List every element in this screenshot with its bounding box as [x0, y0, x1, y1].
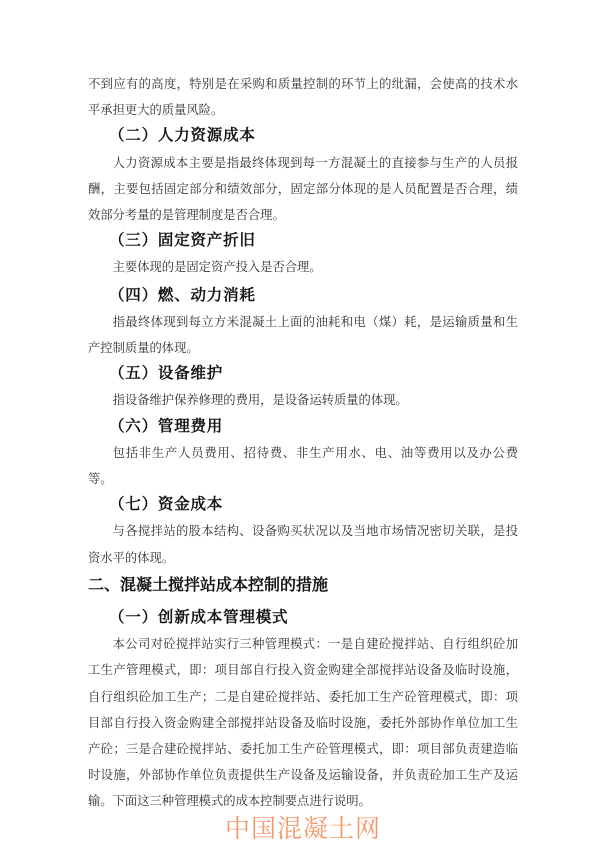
chapter-heading-cost-control-measures: 二、混凝土搅拌站成本控制的措施 — [88, 576, 329, 594]
paragraph-capital-cost: 与各搅拌站的股本结构、设备购买状况以及当地市场情况密切关联，是投资水平的体现。 — [88, 524, 518, 565]
paragraph-quality-risk-continuation: 不到应有的高度，特别是在采购和质量控制的环节上的纰漏，会使高的技术水平承担更大的质量风险。 — [88, 77, 518, 118]
heading-fixed-asset-depreciation: （三）固定资产折旧 — [109, 232, 256, 250]
paragraph-fixed-asset-depreciation: 主要体现的是固定资产投入是否合理。 — [112, 260, 322, 275]
heading-capital-cost: （七）资金成本 — [109, 496, 224, 514]
heading-innovative-cost-management-model: （一）创新成本管理模式 — [109, 609, 289, 627]
paragraph-fuel-power-consumption: 指最终体现到每立方米混凝土上面的油耗和电（煤）耗，是运输质量和生产控制质量的体现。 — [88, 314, 518, 356]
watermark-china-concrete-net: 中国混凝土网 — [224, 815, 381, 843]
paragraph-equipment-maintenance: 指设备维护保养修理的费用，是设备运转质量的体现。 — [112, 393, 408, 408]
heading-management-expenses: （六）管理费用 — [109, 417, 224, 435]
paragraph-management-expenses: 包括非生产人员费用、招待费、非生产用水、电、油等费用以及办公费等。 — [88, 445, 518, 487]
heading-fuel-power-consumption: （四）燃、动力消耗 — [109, 286, 256, 304]
heading-human-resources-cost: （二）人力资源成本 — [109, 127, 256, 145]
heading-equipment-maintenance: （五）设备维护 — [109, 365, 224, 383]
document-text-block — [88, 71, 518, 845]
paragraph-human-resources-cost: 人力资源成本主要是指最终体现到每一方混凝土的直接参与生产的人员报酬，主要包括固定部分和绩效部分，固定部分体现的是人员配置是否合理，绩效部分考量的是管理制度是否合理。 — [88, 155, 518, 223]
paragraph-three-management-models: 本公司对砼搅拌站实行三种管理模式：一是自建砼搅拌站、自行组织砼加工生产管理模式，即：项目部自行投入资金购建全部搅拌站设备及临时设施，自行组织砼加工生产；二是自建砼搅拌站、委托加工生产砼管理模式，即：项目部自行投入资金购建全部搅拌站设备及临时设施，委托外部协作单位加工生产砼；三是合建砼搅拌站、委托加工生产砼管理模式，即：项目部负责建造临时设施，外部协作单位负责提供生产设备及运输设备，并负责砼加工生产及运输。下面这三种管理模式的成本控制要点进行说明。 — [88, 637, 518, 809]
